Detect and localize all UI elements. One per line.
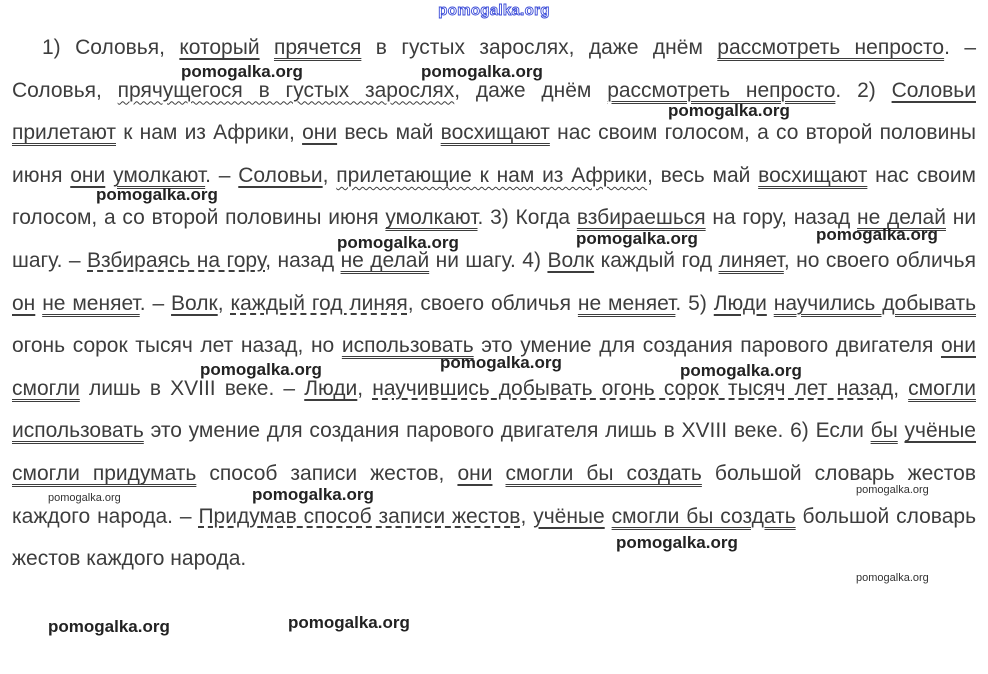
watermark: pomogalka.org [856,572,929,584]
text-fragment: , весь май [647,163,751,187]
watermark: pomogalka.org [96,185,218,204]
sentence-number: 4) [522,248,541,272]
watermark: pomogalka.org [576,229,698,248]
watermark: pomogalka.org [181,62,303,81]
text-fragment: Соловья, [75,36,165,59]
sentence-number: 1) [42,36,61,59]
predicate-word: научились добывать [773,291,977,315]
predicate-word: смогли бы создать [505,461,702,485]
text-fragment: это умение для создания парового двигателя лишь в XVIII веке. [150,419,784,443]
subject-word: Соловьи [891,78,976,102]
predicate-word: бы [870,419,898,443]
participial-phrase: прилетающие к нам из Африки [336,163,648,187]
text-fragment: , но своего обличья [783,248,976,272]
watermark: pomogalka.org [616,533,738,552]
adverbial-phrase: Взбираясь на гору [87,248,266,272]
predicate-word: линяет [718,248,784,272]
text-fragment: , [520,504,527,528]
watermark: pomogalka.org [288,613,410,632]
text-fragment: . [477,206,484,230]
text-fragment: нас своим голосом, а со второй половины июня [12,163,976,230]
text-fragment: каждый год [600,248,713,272]
adverbial-phrase: научившись добывать огонь сорок тысяч лет назад [372,376,894,400]
predicate-word: использовать [341,334,474,358]
subject-word: Волк [547,248,595,272]
watermark: pomogalka.org [440,353,562,372]
text-fragment: , [893,376,900,400]
header-watermark: pomogalka.org [438,2,550,19]
text-fragment: большой словарь жестов каждого народа. – [12,461,977,528]
text-fragment: , [357,376,364,400]
predicate-word: прилетают [12,121,116,145]
subject-word: учёные [533,504,605,528]
predicate-word: прячется [273,36,362,59]
text-fragment: в густых зарослях, даже днём [375,36,703,59]
subject-word: Люди [304,376,358,400]
text-fragment: способ записи жестов, [209,461,445,485]
subject-word: они [70,163,106,187]
text-fragment: . [835,78,842,102]
watermark: pomogalka.org [816,225,938,244]
text-fragment: большой словарь жестов каждого народа. [12,504,977,571]
predicate-word: восхищают [440,121,550,145]
text-fragment: , даже днём [454,78,592,102]
text-fragment: на гору, назад [712,206,851,230]
text-fragment: . – [139,291,165,315]
watermark: pomogalka.org [668,101,790,120]
text-fragment: , назад [265,248,335,272]
watermark: pomogalka.org [48,617,170,636]
predicate-word: восхищают [758,163,868,187]
subject-word: Соловьи [238,163,323,187]
text-fragment: . – [205,163,231,187]
predicate-word: умолкают [385,206,478,230]
predicate-word: смогли [12,376,80,400]
watermark: pomogalka.org [200,360,322,379]
text-fragment: нас своим голосом, а со второй половины июня [12,121,977,187]
watermark: pomogalka.org [680,361,802,380]
predicate-word: не делай [857,206,946,230]
sentence-number: 3) [490,206,509,230]
subject-word: они [940,334,976,358]
text-fragment: Когда [515,206,571,230]
text-fragment: лишь в XVIII веке. – [88,376,296,400]
participial-phrase: прячущегося в густых зарослях [117,78,455,102]
subject-word: они [457,461,493,485]
predicate-word: не меняет [577,291,676,315]
subject-word: который [179,36,260,59]
predicate-word: рассмотреть непросто [717,36,945,59]
subject-word: они [302,121,338,145]
subject-word: Люди [713,291,767,315]
text-fragment: Если [815,419,864,443]
sentence-number: 5) [688,291,707,315]
predicate-word: смогли использовать [12,376,976,443]
watermark: pomogalka.org [421,62,543,81]
text-fragment: это умение для создания парового двигателя [481,334,934,358]
text-fragment: к нам из Африки, [123,121,295,145]
subject-word: Волк [171,291,218,315]
text-fragment: весь май [344,121,434,145]
watermark: pomogalka.org [337,233,459,252]
predicate-word: рассмотреть непросто [607,78,836,102]
predicate-word: не делай [340,248,430,272]
sentence-number: 2) [857,78,876,102]
text-fragment: ни шагу. [435,248,516,272]
adverbial-phrase: Придумав способ записи жестов [198,504,521,528]
subject-word: учёные [904,419,976,443]
text-fragment: , своего обличья [407,291,571,315]
watermark: pomogalka.org [48,492,121,504]
text-fragment: , [217,291,224,315]
predicate-word: не меняет [42,291,140,315]
subject-word: он [12,291,36,315]
sentence-number: 6) [790,419,809,443]
watermark: pomogalka.org [252,485,374,504]
adverbial-phrase: каждый год линяя [230,291,408,315]
text-fragment: , [322,163,329,187]
predicate-word: смогли придумать [12,461,197,485]
watermark: pomogalka.org [856,484,929,496]
text-fragment: . – Соловья, [12,36,977,102]
predicate-word: умолкают [113,163,206,187]
exercise-text [12,27,976,581]
predicate-word: взбираешься [576,206,706,230]
text-fragment: . [675,291,682,315]
predicate-word: смогли бы создать [611,504,796,528]
text-fragment: огонь сорок тысяч лет назад, но [12,334,335,358]
text-fragment: ни шагу. – [12,206,977,272]
